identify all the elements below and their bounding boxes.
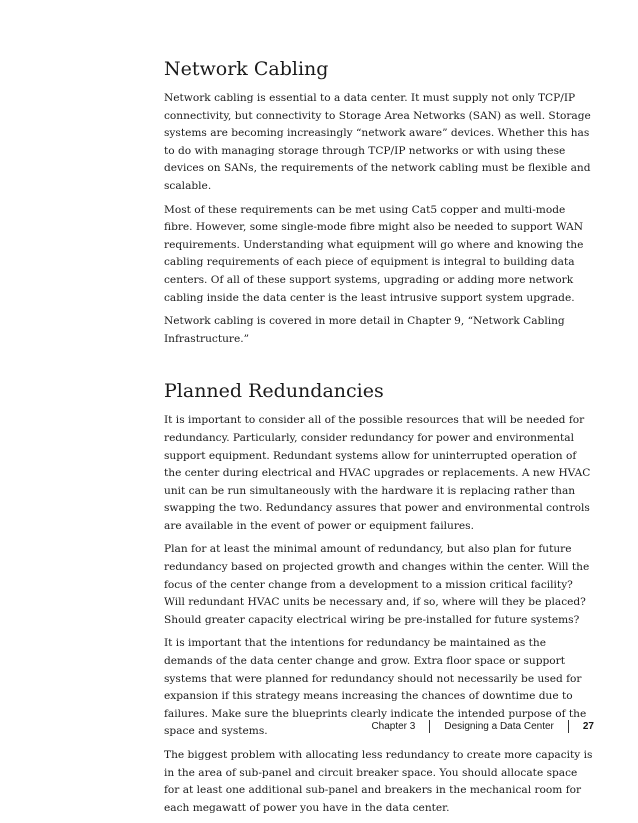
footer-divider <box>568 720 569 733</box>
footer-chapter: Chapter 3 <box>371 721 416 732</box>
paragraph: The biggest problem with allocating less redundancy to create more capacity is in the area of sub-panel and circuit breaker space. You should allocate space for at least one additional sub-panel and breakers in the mechanical room for each megawatt of power you have in the data center. <box>164 749 593 814</box>
paragraph: It is important that the intentions for redundancy be maintained as the demands of the data center change and grow. Extra floor space or support systems that were planned for redundancy should not necessarily be used for expansion if this strategy means increasing the chances of downtime due to failures. Make sure the blueprints clearly indicate the intended purpose of the space and systems. <box>164 637 587 738</box>
paragraph: It is important to consider all of the possible resources that will be needed for redundancy. Particularly, consider redundancy for power and environmental support equipment. Redundant systems allow for uninterrupted operation of the center during electrical and HVAC upgrades or replacements. A new HVAC unit can be run simultaneously with the hardware it is replacing rather than swapping the two. Redundancy assures that power and environmental controls are available in the event of power or equipment failures. <box>164 414 591 532</box>
section-heading-planned-redundancies: Planned Redundancies <box>164 380 384 403</box>
paragraph: Network cabling is covered in more detail in Chapter 9, “Network Cabling Infrastructure.” <box>164 315 565 345</box>
footer-title: Designing a Data Center <box>444 721 554 732</box>
page-number: 27 <box>582 721 594 732</box>
paragraph: Most of these requirements can be met using Cat5 copper and multi-mode fibre. However, some single-mode fibre might also be needed to support WAN requirements. Understanding what equipment will go where and knowing the cabling requirements of each piece of equipment is integral to building data centers. Of all of these support systems, upgrading or adding more network cabling inside the data center is the least intrusive support system upgrade. <box>164 203 584 304</box>
footer-divider <box>429 720 430 733</box>
page-body <box>164 56 593 823</box>
page-footer <box>371 720 594 733</box>
paragraph: Network cabling is essential to a data center. It must supply not only TCP/IP connectivity, but connectivity to Storage Area Networks (SAN) as well. Storage systems are becoming increasingly “network aware” devices. Whether this has to do with managing storage through TCP/IP networks or with using these devices on SANs, the requirements of the network cabling must be flexible and scalable. <box>164 92 591 192</box>
section-heading-network-cabling: Network Cabling <box>164 58 329 80</box>
paragraph: Plan for at least the minimal amount of redundancy, but also plan for future redundancy based on projected growth and changes within the center. Will the focus of the center change from a development to a mission critical facility? Will redundant HVAC units be necessary and, if so, where will they be placed? Should greater capacity electrical wiring be pre-installed for future systems? <box>164 543 590 626</box>
